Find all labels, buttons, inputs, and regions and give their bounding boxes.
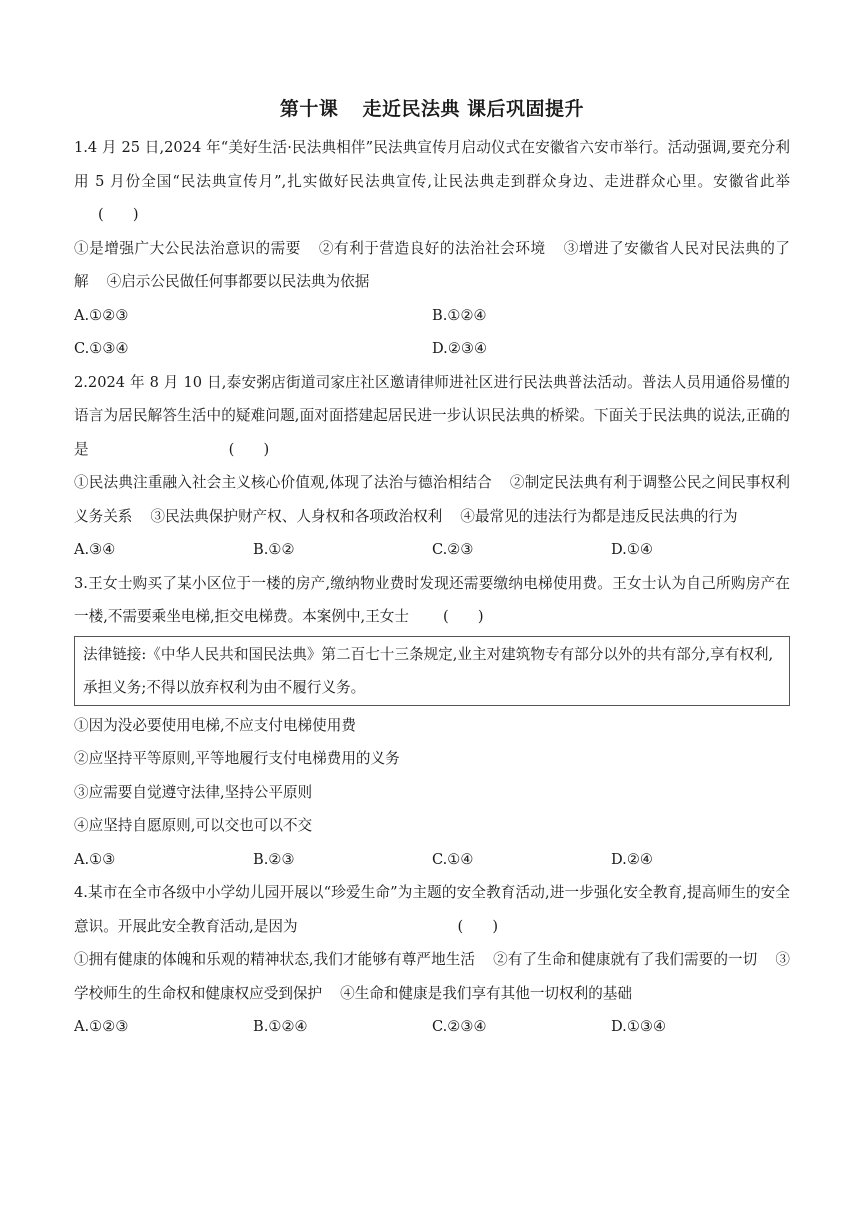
answer-bracket: ( ) bbox=[442, 608, 484, 625]
option-d[interactable]: D.②③④ bbox=[432, 340, 488, 357]
statement-list bbox=[74, 943, 790, 1010]
option-d[interactable]: D.①④ bbox=[611, 541, 653, 558]
statement-item: ④应坚持自愿原则,可以交也可以不交 bbox=[74, 817, 313, 834]
statement-item: ④启示公民做任何事都要以民法典为依据 bbox=[106, 273, 370, 290]
question-stem: 3.王女士购买了某小区位于一楼的房产,缴纳物业费时发现还需要缴纳电梯使用费。王女士认为自己所购房产在一楼,不需要乘坐电梯,拒交电梯费。本案例中,王女士 ( ) bbox=[74, 567, 790, 634]
option-c[interactable]: C.②③ bbox=[432, 541, 474, 558]
option-a[interactable]: A.①②③ bbox=[74, 1018, 129, 1035]
statement-item: ②有利于营造良好的法治社会环境 bbox=[318, 239, 546, 257]
options-row bbox=[74, 533, 790, 567]
statement-list bbox=[74, 466, 790, 533]
statement-item: ④生命和健康是我们享有其他一切权利的基础 bbox=[340, 984, 632, 1002]
statement-item: ②制定民法典有利于调整公民之间民事权利义务关系 bbox=[74, 474, 790, 525]
question-1 bbox=[74, 131, 790, 366]
statement-item: ②有了生命和健康就有了我们需要的一切 bbox=[493, 951, 758, 968]
option-c[interactable]: C.②③④ bbox=[432, 1018, 487, 1035]
law-link-box: 法律链接:《中华人民共和国民法典》第二百七十三条规定,业主对建筑物专有部分以外的共有部分,享有权利,承担义务;不得以放弃权利为由不履行义务。 bbox=[74, 636, 790, 706]
statement-item: ①是增强广大公民法治意识的需要 bbox=[74, 239, 301, 257]
option-c[interactable]: C.①④ bbox=[432, 850, 474, 868]
option-d[interactable]: D.②④ bbox=[611, 850, 653, 868]
statement-item: ③民法典保护财产权、人身权和各项政治权利 bbox=[150, 507, 443, 525]
answer-bracket: ( ) bbox=[98, 206, 139, 223]
answer-bracket: ( ) bbox=[228, 440, 270, 458]
option-a[interactable]: A.①③ bbox=[74, 850, 116, 868]
question-2 bbox=[74, 366, 790, 567]
page-title bbox=[74, 94, 790, 124]
answer-bracket: ( ) bbox=[457, 917, 499, 935]
option-d[interactable]: D.①③④ bbox=[611, 1018, 667, 1035]
statement-list bbox=[74, 232, 790, 299]
statement-item: ④最常见的违法行为都是违反民法典的行为 bbox=[460, 507, 738, 525]
options-row bbox=[74, 1010, 790, 1044]
lesson-number: 第十课 bbox=[279, 98, 339, 120]
option-b[interactable]: B.①②④ bbox=[432, 306, 487, 324]
statement-item: ①民法典注重融入社会主义核心价值观,体现了法治与德治相结合 bbox=[74, 474, 492, 491]
options-row bbox=[74, 843, 790, 877]
lesson-title: 走近民法典 课后巩固提升 bbox=[362, 98, 585, 120]
statement-item: ③应需要自觉遵守法律,坚持公平原则 bbox=[74, 783, 313, 801]
statement-item: ①因为没必要使用电梯,不应支付电梯使用费 bbox=[74, 716, 356, 734]
question-stem: 4.某市在全市各级中小学幼儿园开展以“珍爱生命”为主题的安全教育活动,进一步强化安全教育,提高师生的安全意识。开展此安全教育活动,是因为 ( ) bbox=[74, 876, 790, 943]
option-a[interactable]: A.①②③ bbox=[74, 306, 129, 324]
question-4 bbox=[74, 876, 790, 1044]
options-row bbox=[74, 332, 790, 366]
question-stem: 1.4 月 25 日,2024 年“美好生活·民法典相伴”民法典宣传月启动仪式在安徽省六安市举行。活动强调,要充分利用 5 月份全国“民法典宣传月”,扎实做好民法典宣传,让民法典走到群众身边、走进群众心里。安徽省此举( ) bbox=[74, 131, 790, 232]
question-3 bbox=[74, 567, 790, 877]
question-stem: 2.2024 年 8 月 10 日,泰安粥店街道司家庄社区邀请律师进社区进行民法典普法活动。普法人员用通俗易懂的语言为居民解答生活中的疑难问题,面对面搭建起居民进一步认识民法典的桥梁。下面关于民法典的说法,正确的是 ( ) bbox=[74, 366, 790, 467]
statement-item: ③增进了安徽省人民对民法典的了解 bbox=[74, 239, 790, 290]
option-b[interactable]: B.②③ bbox=[253, 850, 295, 868]
statement-item: ①拥有健康的体魄和乐观的精神状态,我们才能够有尊严地生活 bbox=[74, 951, 476, 968]
options-row bbox=[74, 299, 790, 333]
option-b[interactable]: B.①② bbox=[253, 541, 295, 558]
statement-item: ②应坚持平等原则,平等地履行支付电梯费用的义务 bbox=[74, 750, 400, 767]
statement-item: ③学校师生的生命权和健康权应受到保护 bbox=[74, 951, 790, 1002]
option-b[interactable]: B.①②④ bbox=[253, 1018, 308, 1035]
option-a[interactable]: A.③④ bbox=[74, 541, 116, 558]
option-c[interactable]: C.①③④ bbox=[74, 340, 129, 357]
